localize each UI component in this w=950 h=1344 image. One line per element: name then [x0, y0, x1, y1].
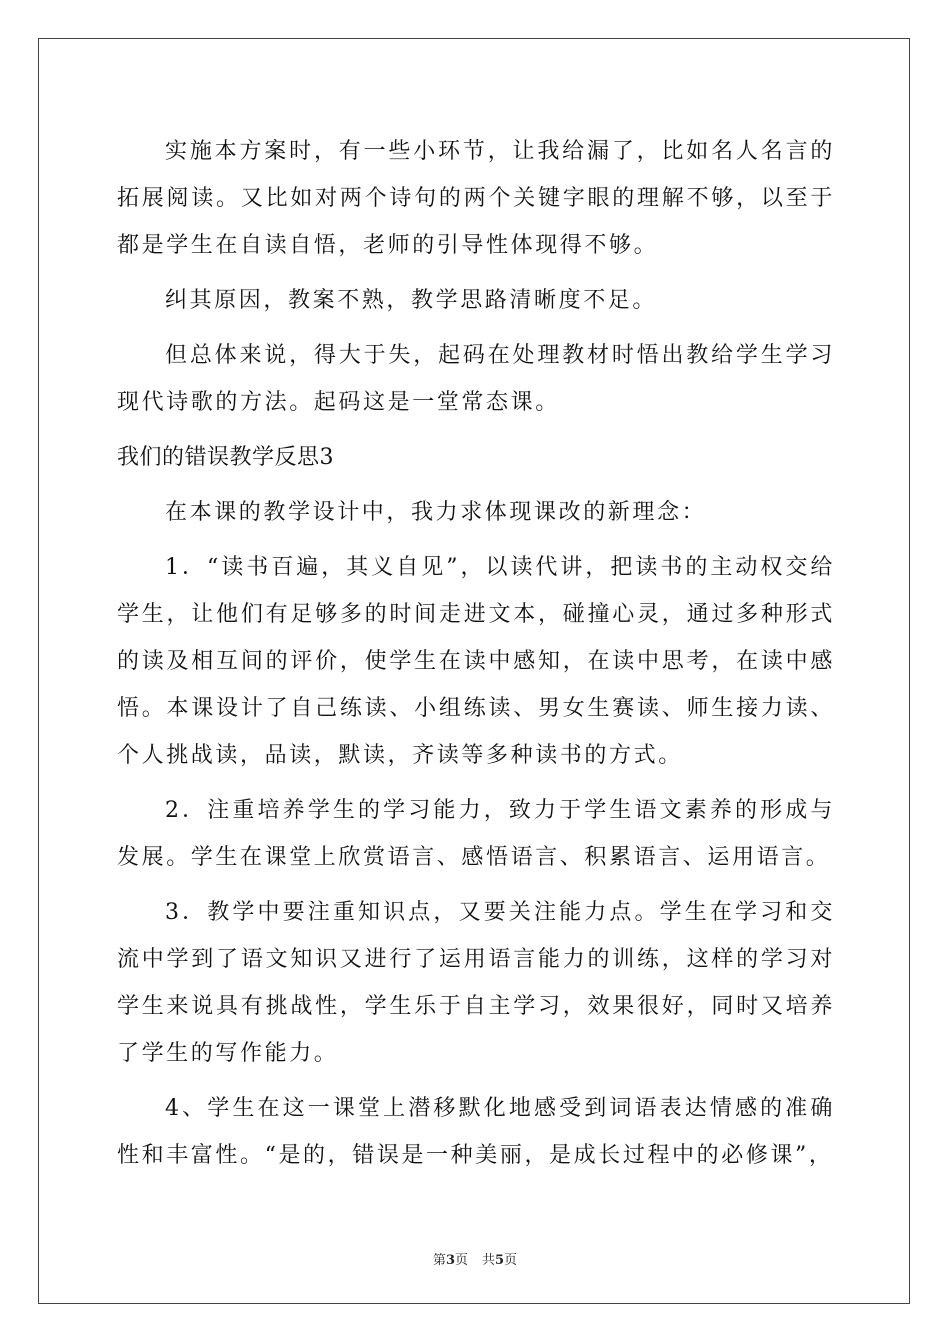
paragraph-point-2: 2．注重培养学生的学习能力，致力于学生语文素养的形成与发展。学生在课堂上欣赏语言、感悟语言、积累语言、运用语言。	[117, 798, 835, 870]
page-current: 3	[445, 1253, 455, 1268]
page-total: 5	[495, 1253, 505, 1268]
section-heading: 我们的错误教学反思3	[117, 445, 334, 470]
paragraph-overall: 但总体来说，得大于失，起码在处理教材时悟出教给学生学习现代诗歌的方法。起码这是一堂常态课。	[117, 343, 835, 415]
paragraph-reason: 纠其原因，教案不熟，教学思路清晰度不足。	[165, 288, 658, 313]
paragraph-point-4: 4、学生在这一课堂上潜移默化地感受到词语表达情感的准确性和丰富性。“是的，错误是一种美丽，是成长过程中的必修课”，	[117, 1096, 835, 1168]
paragraph-point-3: 3．教学中要注重知识点，又要关注能力点。学生在学习和交流中学到了语文知识又进行了运用语言能力的训练，这样的学习对学生来说具有挑战性，学生乐于自主学习，效果很好，同时又培养了学生的写作能力。	[117, 900, 835, 1066]
paragraph-point-1: 1．“读书百遍，其义自见”，以读代讲，把读书的主动权交给学生，让他们有足够多的时间走进文本，碰撞心灵，通过多种形式的读及相互间的评价，使学生在读中感知，在读中思考，在读中感悟。本课设计了自己练读、小组练读、男女生赛读、师生接力读、个人挑战读，品读，默读，齐读等多种读书的方式。	[117, 555, 835, 768]
page-total-label: 共5页	[482, 1253, 518, 1268]
paragraph-intro: 在本课的教学设计中，我力求体现课改的新理念：	[165, 500, 707, 525]
document-body	[117, 128, 835, 1179]
paragraph-implementation: 实施本方案时，有一些小环节，让我给漏了，比如名人名言的拓展阅读。又比如对两个诗句的两个关键字眼的理解不够，以至于都是学生在自读自悟，老师的引导性体现得不够。	[117, 139, 835, 258]
page-footer	[0, 1249, 950, 1268]
page-number-label: 第3页	[432, 1253, 468, 1268]
